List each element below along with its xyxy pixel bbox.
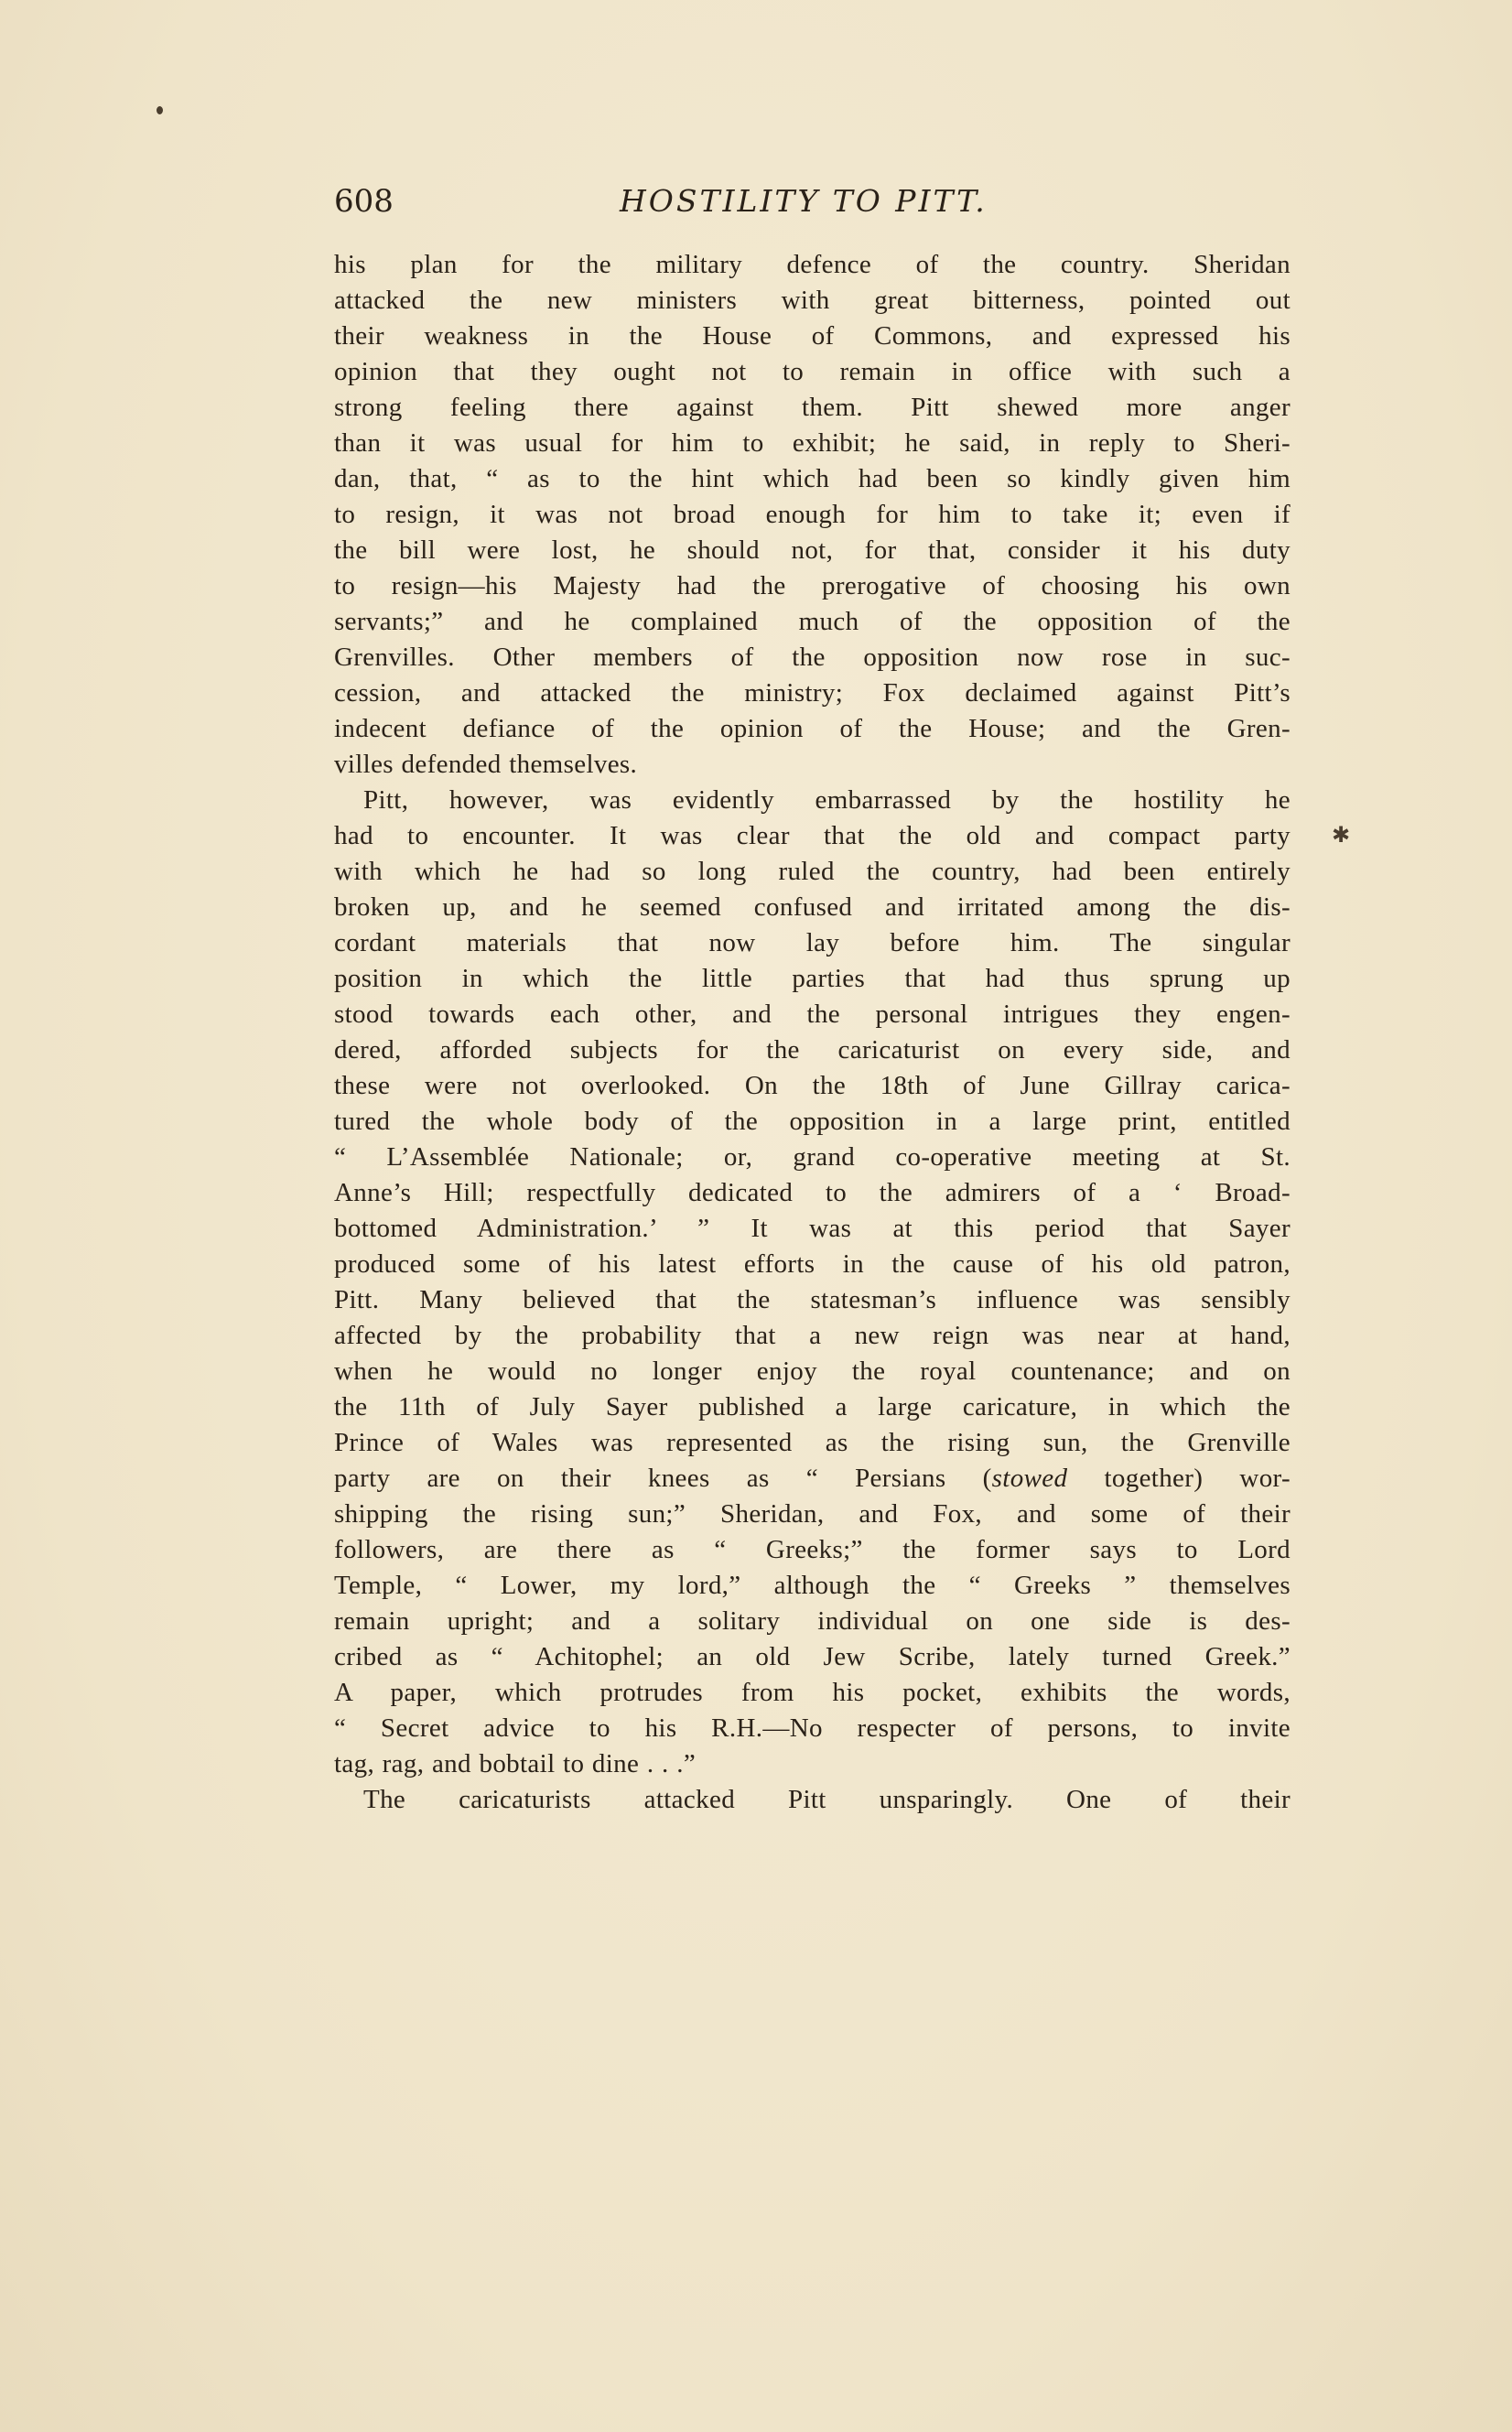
page-number: 608 — [334, 183, 394, 220]
margin-mark-icon: ✱ — [1332, 822, 1351, 848]
text-line: attacked the new ministers with great bitterness, pointed out — [334, 286, 1291, 315]
text-line: to resign, it was not broad enough for him to take it; even if — [334, 500, 1291, 529]
text-line: The caricaturists attacked Pitt unsparingly. One of their — [363, 1785, 1291, 1814]
text-line: Prince of Wales was represented as the rising sun, the Grenville — [334, 1428, 1291, 1457]
text-line: Pitt. Many believed that the statesman’s influence was sensibly — [334, 1285, 1291, 1314]
text-line: his plan for the military defence of the country. Sheridan — [334, 250, 1291, 279]
text-line: dered, afforded subjects for the caricaturist on every side, and — [334, 1035, 1291, 1065]
text-line: affected by the probability that a new reign was near at hand, — [334, 1321, 1291, 1350]
text-line: party are on their knees as “ Persians (stowed together) wor- — [334, 1464, 1291, 1493]
text-line: produced some of his latest efforts in the cause of his old patron, — [334, 1249, 1291, 1279]
text-line: cribed as “ Achitophel; an old Jew Scribe, lately turned Greek.” — [334, 1642, 1291, 1671]
text-line: to resign—his Majesty had the prerogative of choosing his own — [334, 571, 1291, 600]
text-line: Pitt, however, was evidently embarrassed by the hostility he — [363, 785, 1291, 815]
ink-speck — [157, 106, 163, 114]
text-line: opinion that they ought not to remain in office with such a — [334, 357, 1291, 386]
text-line: the bill were lost, he should not, for that, consider it his duty — [334, 535, 1291, 565]
text-line: these were not overlooked. On the 18th of June Gillray carica- — [334, 1071, 1291, 1100]
text-line: cordant materials that now lay before him. The singular — [334, 928, 1291, 957]
text-line: Grenvilles. Other members of the opposition now rose in suc- — [334, 643, 1291, 672]
text-line: bottomed Administration.’ ” It was at this period that Sayer — [334, 1214, 1291, 1243]
text-line: when he would no longer enjoy the royal countenance; and on — [334, 1357, 1291, 1386]
text-line: than it was usual for him to exhibit; he said, in reply to Sheri- — [334, 428, 1291, 458]
text-line: had to encounter. It was clear that the old and compact party — [334, 821, 1291, 850]
text-line: position in which the little parties that had thus sprung up — [334, 964, 1291, 993]
text-line: tag, rag, and bobtail to dine . . .” — [334, 1749, 697, 1778]
text-line: strong feeling there against them. Pitt shewed more anger — [334, 393, 1291, 422]
text-line: cession, and attacked the ministry; Fox declaimed against Pitt’s — [334, 678, 1291, 708]
text-line: the 11th of July Sayer published a large caricature, in which the — [334, 1392, 1291, 1421]
text-line: stood towards each other, and the personal intrigues they engen- — [334, 1000, 1291, 1029]
text-line: “ L’Assemblée Nationale; or, grand co-operative meeting at St. — [334, 1142, 1291, 1172]
body-text — [334, 247, 1291, 1818]
page-header — [334, 183, 1295, 231]
text-line: shipping the rising sun;” Sheridan, and Fox, and some of their — [334, 1499, 1291, 1529]
text-line: remain upright; and a solitary individual on one side is des- — [334, 1606, 1291, 1636]
text-line: A paper, which protrudes from his pocket, exhibits the words, — [334, 1678, 1291, 1707]
italic-word: stowed — [991, 1464, 1068, 1493]
text-line: Anne’s Hill; respectfully dedicated to the admirers of a ‘ Broad- — [334, 1178, 1291, 1207]
text-line: their weakness in the House of Commons, and expressed his — [334, 321, 1291, 351]
running-head: HOSTILITY TO PITT. — [620, 183, 988, 219]
text-line: “ Secret advice to his R.H.—No respecter of persons, to invite — [334, 1713, 1291, 1743]
text-line: with which he had so long ruled the country, had been entirely — [334, 857, 1291, 886]
text-line: indecent defiance of the opinion of the House; and the Gren- — [334, 714, 1291, 743]
text-line: Temple, “ Lower, my lord,” although the “ Greeks ” themselves — [334, 1571, 1291, 1600]
text-line: villes defended themselves. — [334, 750, 638, 779]
text-line: servants;” and he complained much of the opposition of the — [334, 607, 1291, 636]
text-line: tured the whole body of the opposition in a large print, entitled — [334, 1107, 1291, 1136]
text-line: broken up, and he seemed confused and irritated among the dis- — [334, 892, 1291, 922]
text-line: dan, that, “ as to the hint which had been so kindly given him — [334, 464, 1291, 493]
text-line: followers, are there as “ Greeks;” the former says to Lord — [334, 1535, 1291, 1564]
